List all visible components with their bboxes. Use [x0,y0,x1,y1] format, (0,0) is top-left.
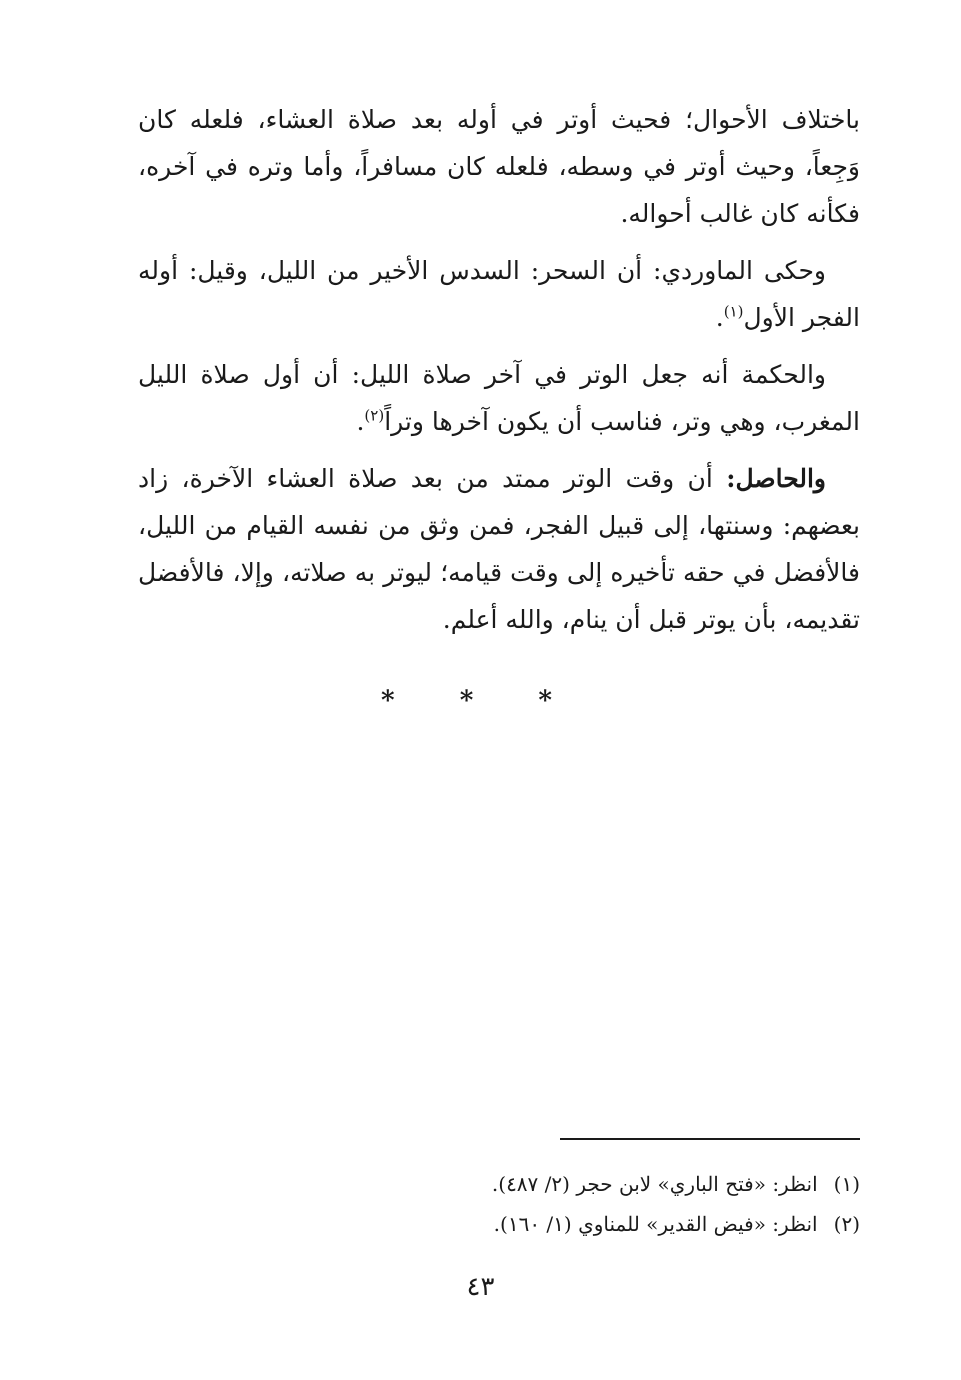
page-number: ٤٣ [466,1272,495,1302]
footnote-2-number: (٢) [833,1212,860,1236]
paragraph-4-text: أن وقت الوتر ممتد من بعد صلاة العشاء الآخرة، زاد بعضهم: وسنتها، إلى قبيل الفجر، فمن وثق من نفسه القيام من الليل، فالأفضل في حقه تأخيره إلى وقت قيامه؛ ليوتر به صلاته، وإلا، فالأفضل تقديمه، بأن يوتر قبل أن ينام، والله أعلم. [138,464,860,634]
footnote-ref-1[interactable]: (١) [723,302,744,321]
paragraph-3-text: والحكمة أنه جعل الوتر في آخر صلاة الليل: أن أول صلاة الليل المغرب، وهي وتر، فناسب أن يكون آخرها وتراً [138,360,860,436]
footnote-divider [560,1138,860,1140]
paragraph-1-text: باختلاف الأحوال؛ فحيث أوتر في أوله بعد صلاة العشاء، فلعله كان وَجِعاً، وحيث أوتر في وسطه، فلعله كان مسافراً، وأما وتره في آخره، فكأنه كان غالب أحواله. [138,105,860,228]
footnote-2-text: انظر: «فيض القدير» للمناوي (١/ ١٦٠). [493,1212,818,1236]
footnote-1 [138,1164,860,1204]
paragraph-3 [138,351,860,445]
footnotes [138,1164,860,1244]
paragraph-3-end: . [356,407,365,436]
paragraph-2 [138,247,860,341]
paragraph-1 [138,96,860,237]
paragraph-4 [138,455,860,643]
paragraph-2-text: وحكى الماوردي: أن السحر: السدس الأخير من الليل، وقيل: أوله الفجر الأول [138,256,860,332]
footnote-1-number: (١) [833,1172,860,1196]
footnote-1-text: انظر: «فتح الباري» لابن حجر (٢/ ٤٨٧). [491,1172,818,1196]
paragraph-2-end: . [715,303,724,332]
footnote-2 [138,1204,860,1244]
section-separator: * * * [381,686,580,716]
main-text [138,96,860,653]
paragraph-4-lead: والحاصل: [726,464,826,493]
footnote-ref-2[interactable]: (٢) [364,406,385,425]
